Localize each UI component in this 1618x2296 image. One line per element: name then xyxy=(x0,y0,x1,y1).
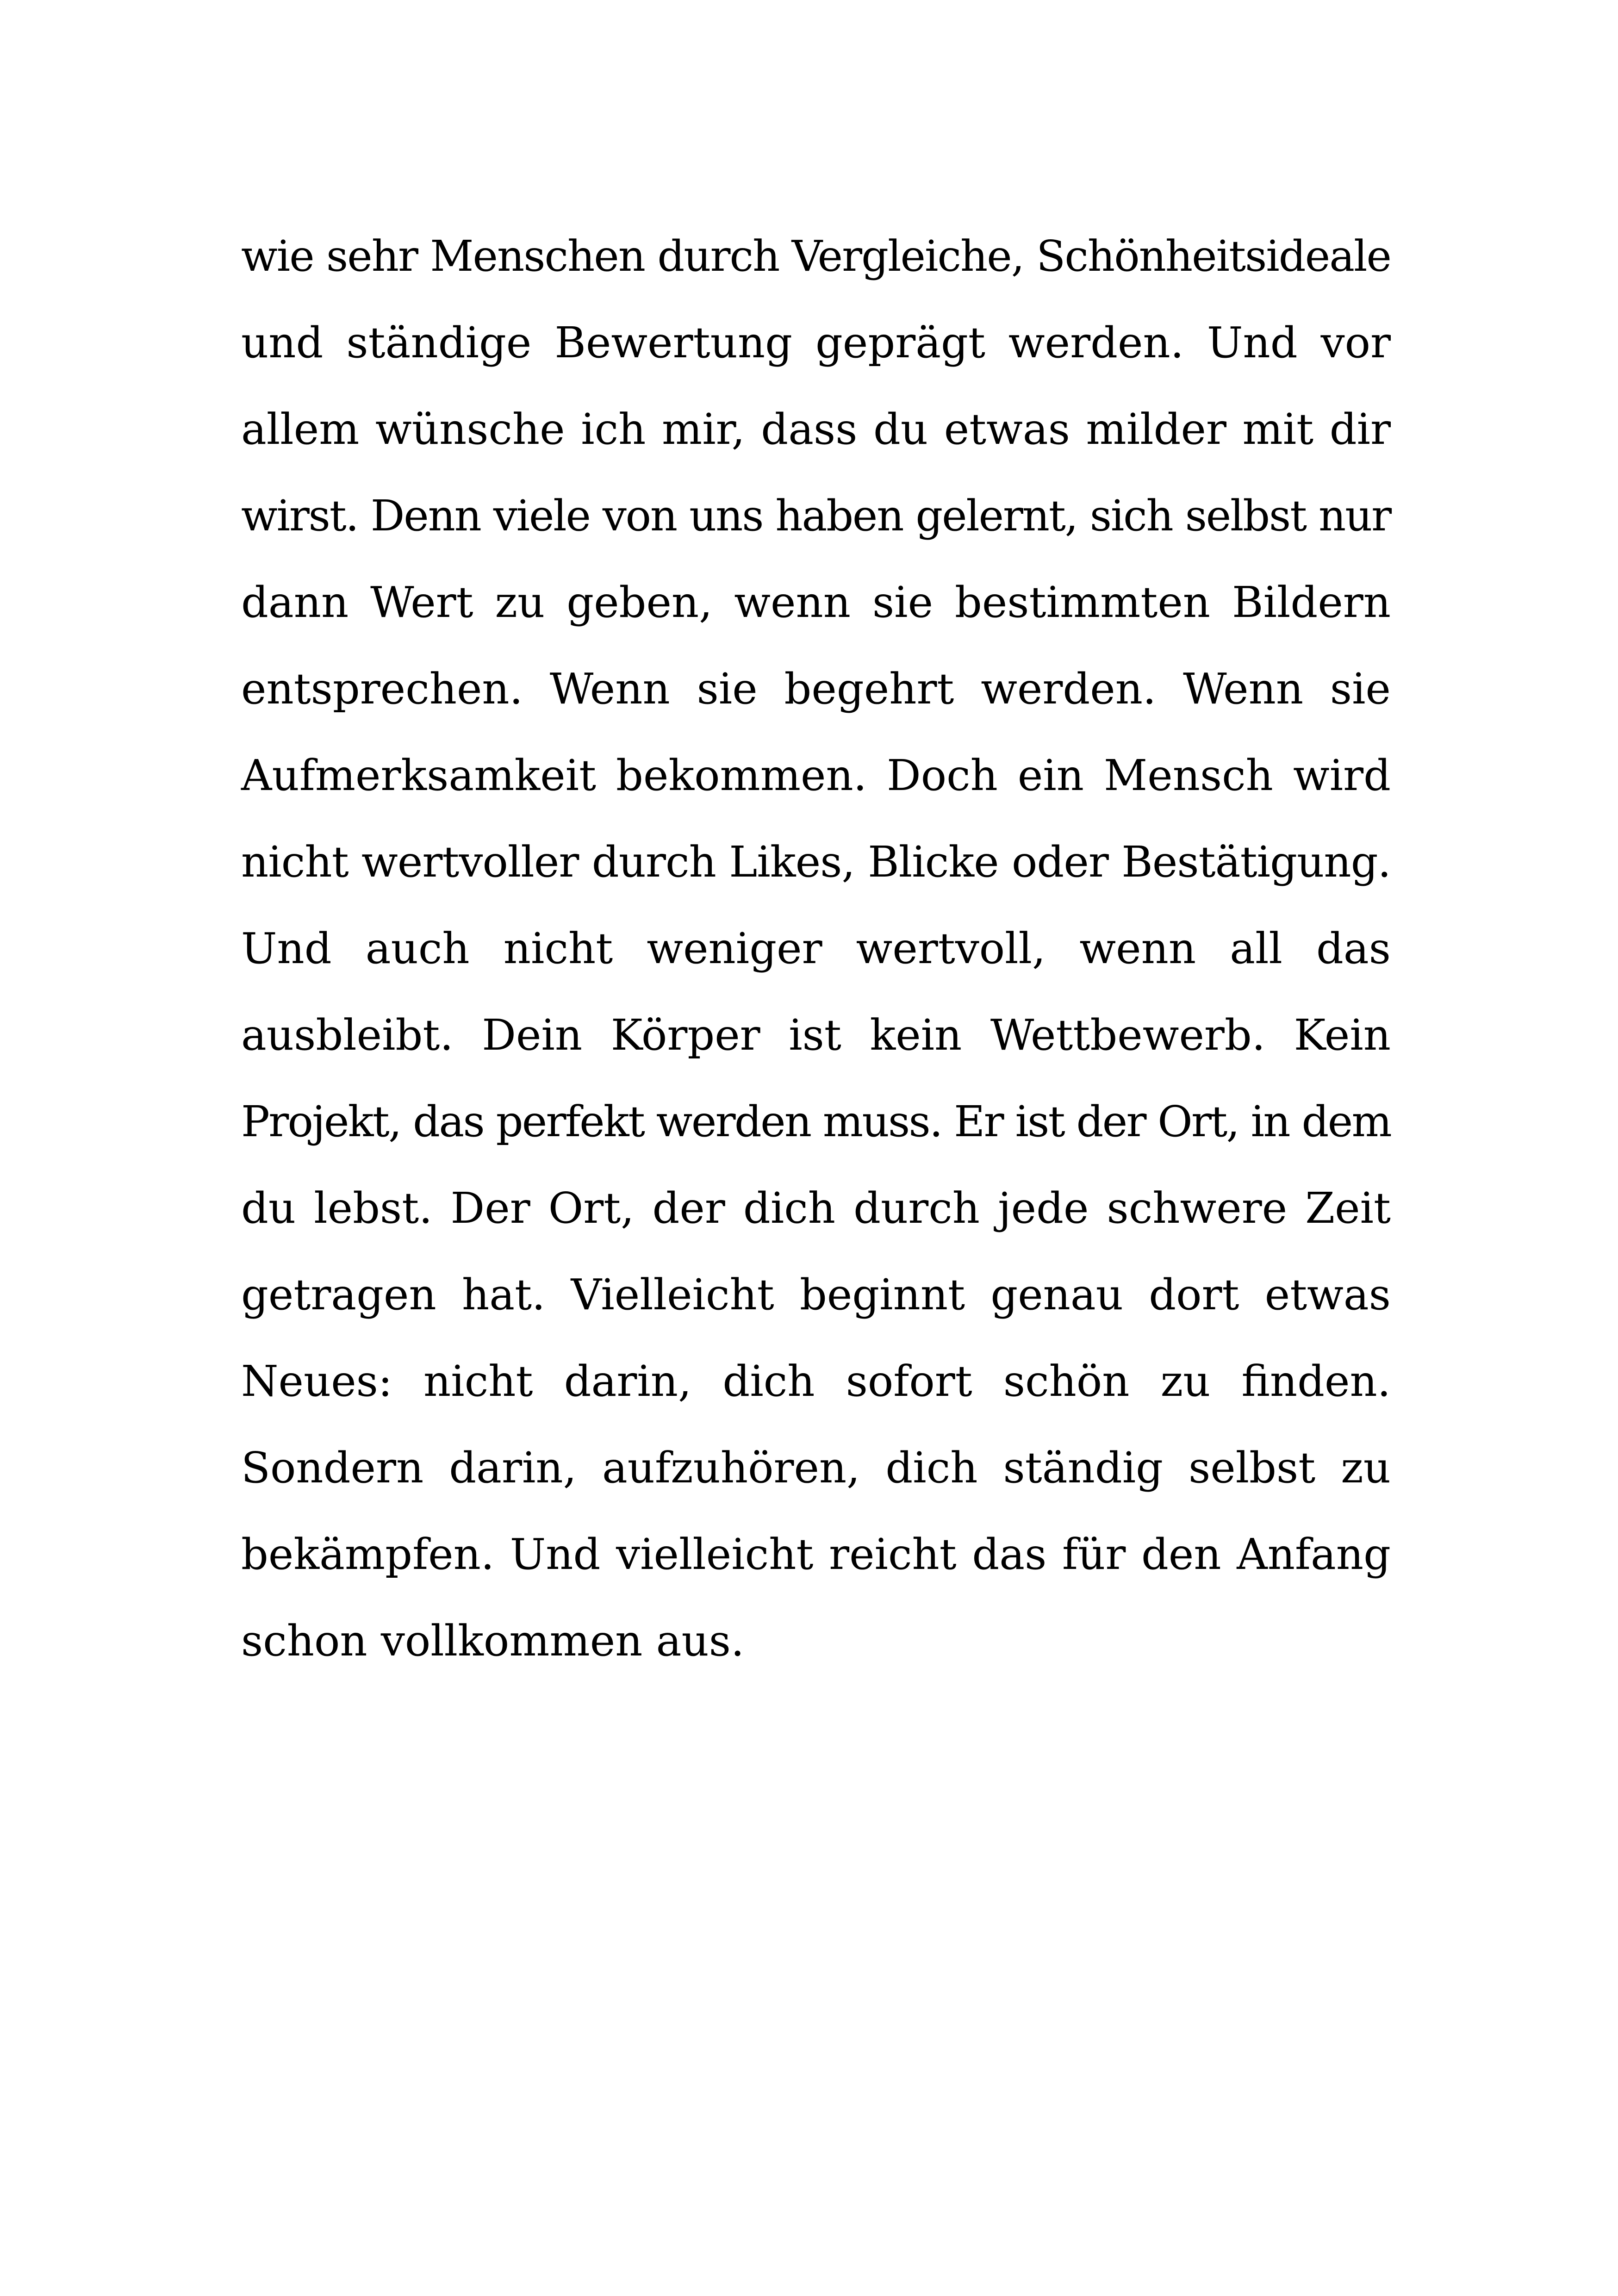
text-line: Sondern darin, aufzuhören, dich ständig selbst zu xyxy=(241,1443,1391,1493)
text-line: wie sehr Menschen durch Vergleiche, Schönheitsideale xyxy=(241,231,1391,281)
text-line: Neues: nicht darin, dich sofort schön zu finden. xyxy=(241,1356,1391,1406)
text-line-last: schon vollkommen aus. xyxy=(241,1616,745,1666)
text-line: allem wünsche ich mir, dass du etwas milder mit dir xyxy=(241,404,1391,454)
text-line: und ständige Bewertung geprägt werden. Und vor xyxy=(241,318,1391,367)
body-text-paragraph xyxy=(241,213,1391,1684)
text-line: bekämpfen. Und vielleicht reicht das für den Anfang xyxy=(241,1530,1391,1579)
text-line: wirst. Denn viele von uns haben gelernt, sich selbst nur xyxy=(241,491,1391,541)
text-line: Projekt, das perfekt werden muss. Er ist der Ort, in dem xyxy=(241,1097,1391,1146)
text-line: nicht wertvoller durch Likes, Blicke oder Bestätigung. xyxy=(241,837,1391,887)
text-line: ausbleibt. Dein Körper ist kein Wettbewerb. Kein xyxy=(241,1010,1391,1060)
text-line: du lebst. Der Ort, der dich durch jede schwere Zeit xyxy=(241,1183,1391,1233)
text-line: Aufmerksamkeit bekommen. Doch ein Mensch wird xyxy=(241,751,1391,800)
text-line: entsprechen. Wenn sie begehrt werden. Wenn sie xyxy=(241,664,1391,714)
text-line: getragen hat. Vielleicht beginnt genau dort etwas xyxy=(241,1270,1391,1319)
text-line: Und auch nicht weniger wertvoll, wenn all das xyxy=(241,924,1391,973)
text-line: dann Wert zu geben, wenn sie bestimmten Bildern xyxy=(241,578,1391,627)
